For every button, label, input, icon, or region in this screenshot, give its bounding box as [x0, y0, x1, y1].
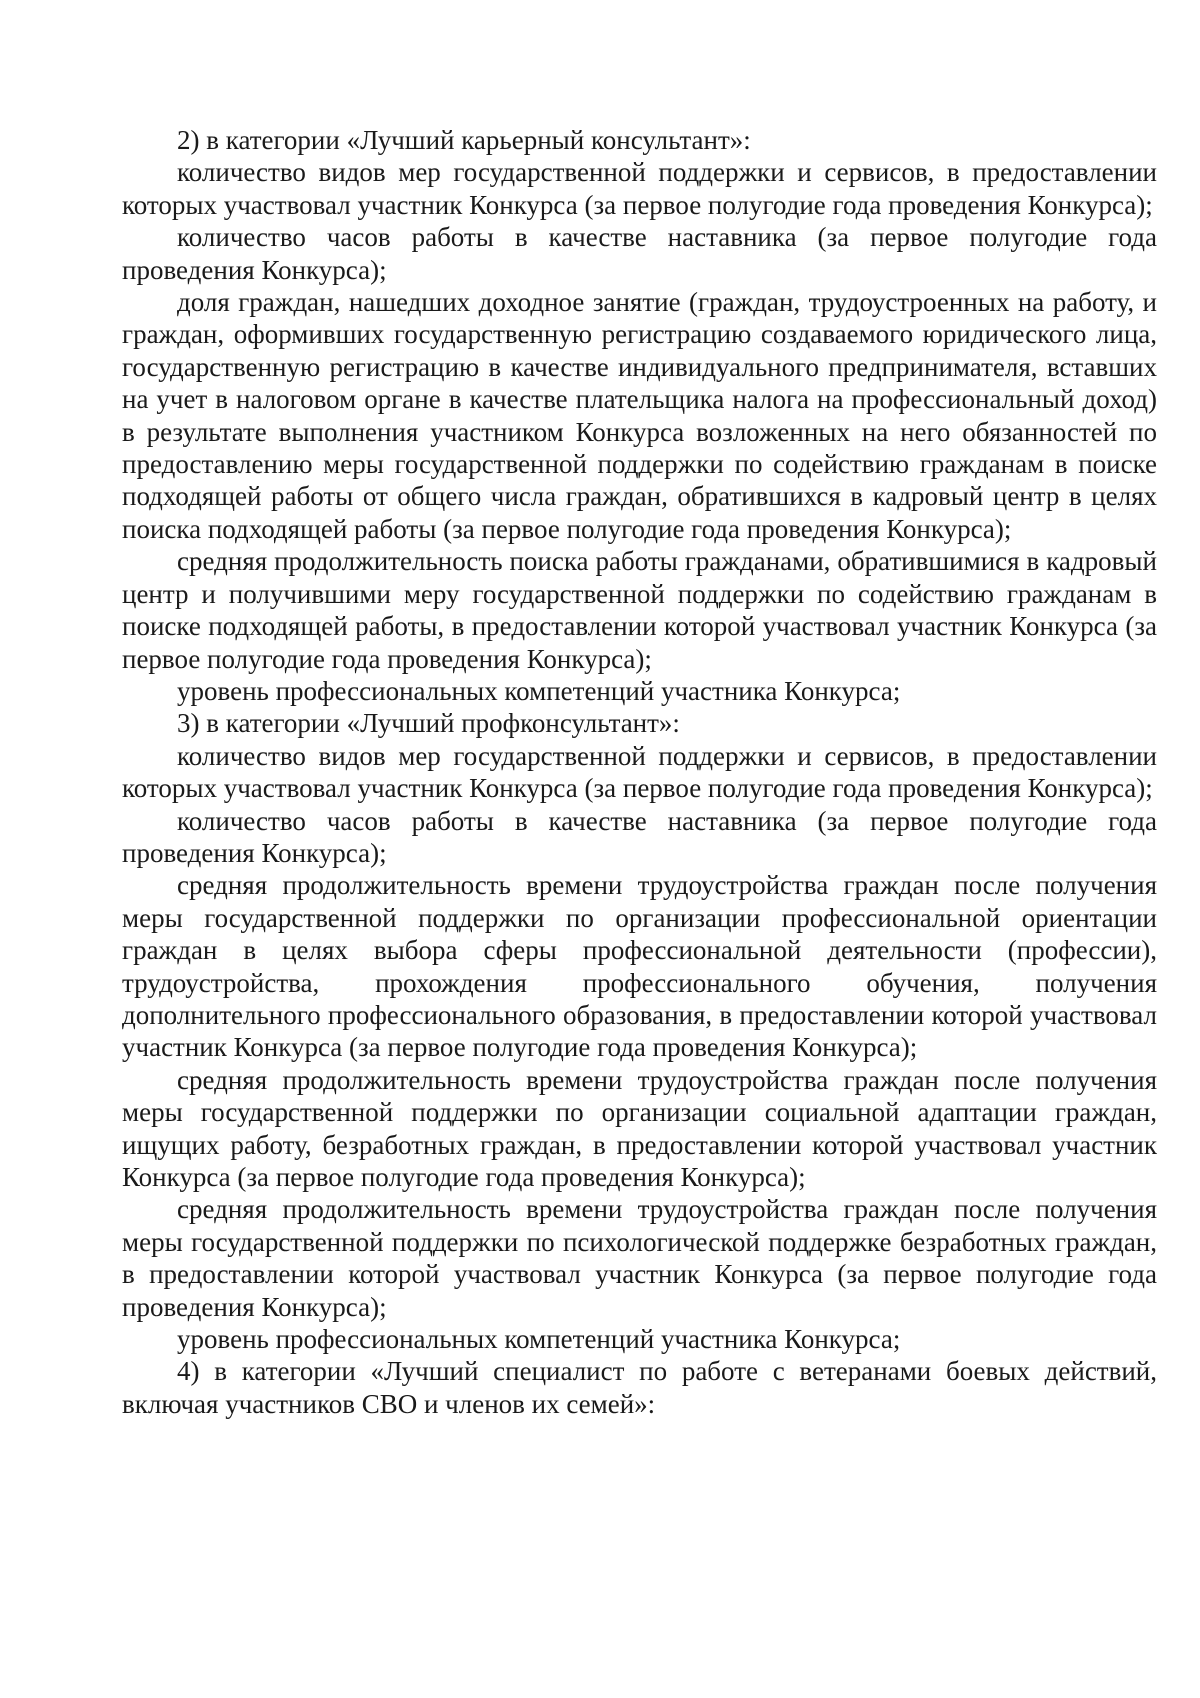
- criterion-paragraph: средняя продолжительность поиска работы гражданами, обратившимися в кадровый центр и получившими меру государственной поддержки по содействию гражданам в поиске подходящей работы, в предоставлении которой участвовал участник Конкурса (за первое полугодие года проведения Конкурса);: [122, 546, 1157, 674]
- criterion-paragraph: средняя продолжительность времени трудоустройства граждан после получения меры государственной поддержки по психологической поддержке безработных граждан, в предоставлении которой участвовал участник Конкурса (за первое полугодие года проведения Конкурса);: [122, 1194, 1157, 1322]
- criterion-paragraph: доля граждан, нашедших доходное занятие (граждан, трудоустроенных на работу, и граждан, оформивших государственную регистрацию создаваемого юридического лица, государственную регистрацию в качестве индивидуального предпринимателя, вставших на учет в налоговом органе в качестве плательщика налога на профессиональный доход) в результате выполнения участником Конкурса возложенных на него обязанностей по предоставлению меры государственной поддержки по содействию гражданам в поиске подходящей работы от общего числа граждан, обратившихся в кадровый центр в целях поиска подходящей работы (за первое полугодие года проведения Конкурса);: [122, 287, 1157, 544]
- category-heading-career-consultant: 2) в категории «Лучший карьерный консультант»:: [177, 125, 751, 155]
- criterion-paragraph: средняя продолжительность времени трудоустройства граждан после получения меры государственной поддержки по организации социальной адаптации граждан, ищущих работу, безработных граждан, в предоставлении которой участвовал участник Конкурса (за первое полугодие года проведения Конкурса);: [122, 1064, 1157, 1192]
- criterion-paragraph: количество видов мер государственной поддержки и сервисов, в предоставлении которых участвовал участник Конкурса (за первое полугодие года проведения Конкурса);: [122, 157, 1157, 220]
- criterion-paragraph: средняя продолжительность времени трудоустройства граждан после получения меры государственной поддержки по организации профессиональной ориентации граждан в целях выбора сферы профессиональной деятельности (профессии), трудоустройства, прохождения профессионального обучения, получения дополнительного профессионального образования, в предоставлении которой участвовал участник Конкурса (за первое полугодие года проведения Конкурса);: [122, 870, 1157, 1063]
- criterion-paragraph: количество часов работы в качестве наставника (за первое полугодие года проведения Конкурса);: [122, 222, 1157, 285]
- category-heading-prof-consultant: 3) в категории «Лучший профконсультант»:: [177, 708, 680, 739]
- criterion-paragraph: уровень профессиональных компетенций участника Конкурса;: [177, 1324, 901, 1355]
- category-heading-veterans-specialist: 4) в категории «Лучший специалист по работе с ветеранами боевых действий, включая участников СВО и членов их семей»:: [122, 1356, 1157, 1419]
- criterion-paragraph: количество часов работы в качестве наставника (за первое полугодие года проведения Конкурса);: [122, 805, 1157, 868]
- criterion-paragraph: уровень профессиональных компетенций участника Конкурса;: [177, 675, 901, 706]
- document-body: [122, 124, 1157, 1420]
- criterion-paragraph: количество видов мер государственной поддержки и сервисов, в предоставлении которых участвовал участник Конкурса (за первое полугодие года проведения Конкурса);: [122, 740, 1157, 804]
